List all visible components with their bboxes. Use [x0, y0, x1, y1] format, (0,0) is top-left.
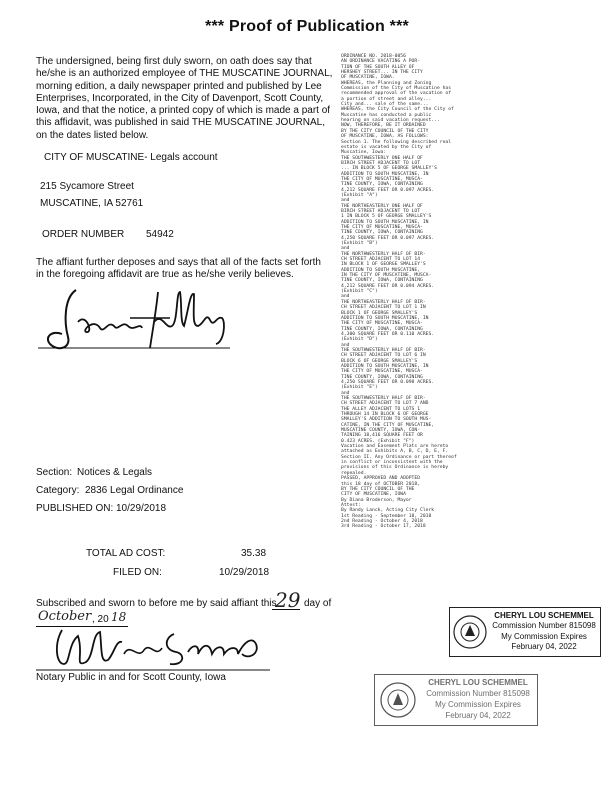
- published-value: 10/29/2018: [116, 503, 167, 514]
- oath-day: 29: [275, 588, 301, 612]
- address-street: 215 Sycamore Street: [40, 181, 134, 192]
- filed-on-label: FILED ON:: [113, 567, 162, 578]
- notary-signature: [34, 624, 274, 672]
- notary-caption: Notary Public in and for Scott County, Iowa: [36, 672, 226, 683]
- published-label: PUBLISHED ON:: [36, 503, 114, 514]
- stamp-bottom-name: CHERYL LOU SCHEMMEL: [428, 678, 528, 687]
- oath-year: 18: [111, 610, 127, 624]
- notary-stamp-bottom: [374, 674, 538, 726]
- oath-line-start: Subscribed and sworn to before me by said affiant this: [36, 598, 277, 609]
- stamp-top-expires-date: February 04, 2022: [511, 642, 577, 651]
- notary-stamp-top: [449, 607, 601, 657]
- section-value: Notices & Legals: [77, 467, 153, 478]
- stamp-bottom-commission: Commission Number 815098: [426, 689, 530, 698]
- total-cost-value: 35.38: [241, 548, 267, 559]
- oath-year-prefix: , 20: [92, 614, 109, 625]
- affiant-signature: [30, 282, 240, 357]
- published-notice-text: ORDINANCE NO. 2018-0056 AN ORDINANCE VACATING A POR- TION OF THE SOUTH ALLEY OF HERSHEY STREET... IN THE CITY OF MUSCATINE, IOWA. WHEREAS, the Planning and Zoning Commission of the City of Muscatine has recommended approval of the vacation of a portion of street and alley... City and... sale of the same... WHEREAS, the City Council of the City of Muscatine has conducted a public hearing on said vacation request... NOW, THEREFORE, BE IT ORDAINED BY THE CITY COUNCIL OF THE CITY OF MUSCATINE, IOWA, AS FOLLOWS: Section 1. The following described real estate is vacated by the City of Muscatine, Iowa: THE SOUTHWESTERLY ONE HALF OF BIRCH STREET ADJACENT TO LOT ... IN BLOCK 5 OF GEORGE SMALLEY'S ADDITION TO SOUTH MUSCATINE, IN THE CITY OF MUSCATINE, MUSCA- TINE COUNTY, IOWA, CONTAINING 4,212 SQUARE FEET OR 0.097 ACRES. (Exhibit "A") and THE NORTHEASTERLY ONE HALF OF BIRCH STREET ADJACENT TO LOT 1 IN BLOCK 5 OF GEORGE SMALLEY'S ADDITION TO SOUTH MUSCATINE, IN THE CITY OF MUSCATINE, MUSCA- TINE COUNTY, IOWA, CONTAINING 4,250 SQUARE FEET OR 0.097 ACRES. (Exhibit "B") and THE NORTHWESTERLY HALF OF BIR- CH STREET ADJACENT TO LOT 14 IN BLOCK 1 OF GEORGE SMALLEY'S ADDITION TO SOUTH MUSCATINE, IN THE CITY OF MUSCATINE, MUSCA- TINE COUNTY, IOWA, CONTAINING 4,212 SQUARE FEET OR 0.094 ACRES. (Exhibit "C") and THE NORTHEASTERLY HALF OF BIR- CH STREET ADJACENT TO LOT 1 IN BLOCK 1 OF GEORGE SMALLEY'S ADDITION TO SOUTH MUSCATINE, IN THE CITY OF MUSCATINE, MUSCA- TINE COUNTY, IOWA, CONTAINING 4,300 SQUARE FEET OR 0.110 ACRES. (Exhibit "D") and THE SOUTHWESTERLY HALF OF BIR- CH STREET ADJACENT TO LOT 6 IN BLOCK 6 OF GEORGE SMALLEY'S ADDITION TO SOUTH MUSCATINE, IN THE CITY OF MUSCATINE, MUSCA- TINE COUNTY, IOWA, CONTAINING 4,250 SQUARE FEET OR 0.098 ACRES. (Exhibit "E") and THE SOUTHWESTERLY HALF OF BIR- CH STREET ADJACENT TO LOT 7 AND THE ALLEY ADJACENT TO LOTS 1 THROUGH 14 IN BLOCK 6 OF GEORGE SMALLEY'S ADDITION TO SOUTH MUS- CATINE, IN THE CITY OF MUSCATINE, MUSCATINE COUNTY, IOWA, CON- TAINING 18,416 SQUARE FEET OR 0.423 ACRES. (Exhibit "F") Vacation and Easement Plats are hereto attached as Exhibits A, B, C, D, E, F. Section II. Any Ordinance or part thereof in conflict or inconsistent with the provisions of this Ordinance is hereby repealed. PASSED, APPROVED AND ADOPTED this 18 day of OCTOBER 2018, BY THE CITY COUNCIL OF THE CITY OF MUSCATINE, IOWA By Diana Broderson, Mayor Attest: By Randy Lanck, Acting City Clerk 1st Reading - September 18, 2018 2nd Reading - October 4, 2018 3rd Reading - October 17, 2018: [341, 54, 457, 530]
- stamp-top-commission: Commission Number 815098: [492, 621, 596, 630]
- order-number-label: ORDER NUMBER: [42, 229, 125, 240]
- affidavit-intro: The undersigned, being first duly sworn, on oath does say that he/she is an authorized employee of THE MUSCATINE JOURNAL, morning edition, a daily newspaper printed and published by Lee Enterprises, Incorporated, in the City of Davenport, Scott County, Iowa, and that the notice, a printed copy of which is made a part of this affidavit, was published in said THE MUSCATINE JOURNAL, on the dates listed below.: [36, 56, 333, 141]
- total-cost-label: TOTAL AD COST:: [86, 548, 166, 559]
- address-city: MUSCATINE, IA 52761: [40, 198, 144, 209]
- oath-month: October: [38, 609, 92, 624]
- affiant-statement: The affiant further deposes and says that all of the facts set forth in the foregoing affidavit are true as he/she verily believes.: [36, 257, 321, 280]
- notary-seal-icon: [379, 679, 417, 721]
- notary-seal-icon: [452, 612, 488, 652]
- stamp-top-name: CHERYL LOU SCHEMMEL: [494, 611, 594, 620]
- oath-day-underline: [272, 609, 300, 610]
- section-label: Section:: [36, 467, 73, 478]
- account-name: CITY OF MUSCATINE- Legals account: [44, 152, 218, 163]
- order-number-value: 54942: [146, 229, 174, 240]
- filed-on-value: 10/29/2018: [219, 567, 270, 578]
- stamp-bottom-expires-label: My Commission Expires: [435, 700, 521, 709]
- stamp-bottom-expires-date: February 04, 2022: [445, 711, 511, 720]
- stamp-top-expires-label: My Commission Expires: [501, 632, 587, 641]
- category-value: 2836 Legal Ordinance: [85, 485, 184, 496]
- page-title: *** Proof of Publication ***: [205, 18, 409, 35]
- oath-line-end: day of: [304, 598, 332, 609]
- category-label: Category:: [36, 485, 80, 496]
